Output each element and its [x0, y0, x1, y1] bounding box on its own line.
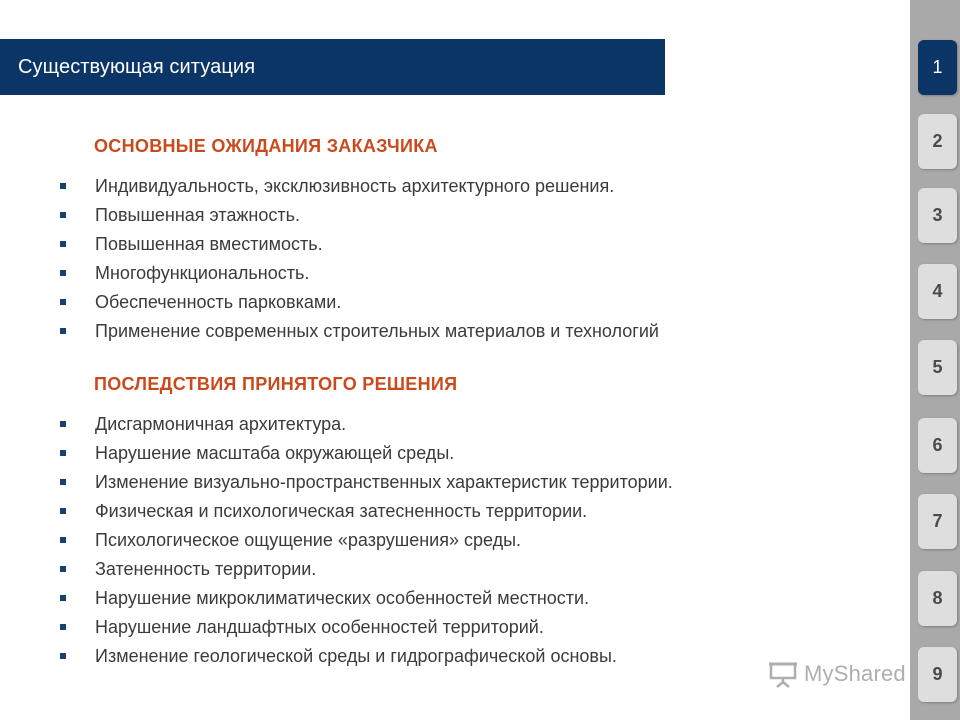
- list-item: [58, 555, 673, 584]
- list-item: [58, 642, 673, 671]
- nav-tab-9[interactable]: 9: [918, 647, 957, 702]
- nav-tab-2[interactable]: 2: [918, 114, 957, 169]
- bullet-icon: [60, 421, 66, 427]
- nav-tab-5[interactable]: 5: [918, 340, 957, 395]
- list-item-text: Изменение визуально-пространственных характеристик территории.: [95, 472, 673, 492]
- slide-title-bar: [0, 39, 665, 95]
- list-item: [58, 201, 659, 230]
- list-item-text: Изменение геологической среды и гидрографической основы.: [95, 646, 617, 666]
- list-item: [58, 410, 673, 439]
- list-item-text: Многофункциональность.: [95, 263, 310, 283]
- bullet-icon: [60, 183, 66, 189]
- list-item-text: Психологическое ощущение «разрушения» среды.: [95, 530, 522, 550]
- list-item-text: Физическая и психологическая затесненность территории.: [95, 501, 588, 521]
- list-item-text: Нарушение микроклиматических особенностей местности.: [95, 588, 590, 608]
- bullet-icon: [60, 450, 66, 456]
- list-item: [58, 584, 673, 613]
- presentation-board-icon: [768, 660, 798, 688]
- nav-tab-4[interactable]: 4: [918, 264, 957, 319]
- bullet-icon: [60, 212, 66, 218]
- list-item: [58, 172, 659, 201]
- list-item: [58, 288, 659, 317]
- list-item: [58, 230, 659, 259]
- bullet-icon: [60, 270, 66, 276]
- list-item-text: Применение современных строительных материалов и технологий: [95, 321, 659, 341]
- watermark: [768, 660, 906, 688]
- bullet-icon: [60, 595, 66, 601]
- list-item-text: Повышенная вместимость.: [95, 234, 323, 254]
- nav-tab-8[interactable]: 8: [918, 571, 957, 626]
- bullet-icon: [60, 328, 66, 334]
- nav-tab-6[interactable]: 6: [918, 418, 957, 473]
- bullet-icon: [60, 241, 66, 247]
- list-item: [58, 497, 673, 526]
- section-heading-expectations: ОСНОВНЫЕ ОЖИДАНИЯ ЗАКАЗЧИКА: [94, 136, 438, 156]
- expectations-list: [58, 172, 659, 346]
- bullet-icon: [60, 624, 66, 630]
- list-item: [58, 317, 659, 346]
- bullet-icon: [60, 537, 66, 543]
- list-item-text: Нарушение масштаба окружающей среды.: [95, 443, 455, 463]
- watermark-text: MyShared: [804, 661, 906, 686]
- list-item: [58, 468, 673, 497]
- list-item: [58, 259, 659, 288]
- list-item: [58, 439, 673, 468]
- nav-tab-7[interactable]: 7: [918, 494, 957, 549]
- slide-title: Существующая ситуация: [18, 55, 256, 78]
- list-item-text: Обеспеченность парковками.: [95, 292, 342, 312]
- nav-tab-1[interactable]: 1: [918, 40, 957, 95]
- list-item-text: Дисгармоничная архитектура.: [95, 414, 347, 434]
- list-item-text: Повышенная этажность.: [95, 205, 300, 225]
- bullet-icon: [60, 566, 66, 572]
- list-item-text: Индивидуальность, эксклюзивность архитектурного решения.: [95, 176, 615, 196]
- nav-tab-3[interactable]: 3: [918, 188, 957, 243]
- list-item: [58, 613, 673, 642]
- bullet-icon: [60, 508, 66, 514]
- section-heading-consequences: ПОСЛЕДСТВИЯ ПРИНЯТОГО РЕШЕНИЯ: [94, 374, 458, 394]
- list-item-text: Затененность территории.: [95, 559, 317, 579]
- bullet-icon: [60, 479, 66, 485]
- list-item: [58, 526, 673, 555]
- consequences-list: [58, 410, 673, 671]
- list-item-text: Нарушение ландшафтных особенностей территорий.: [95, 617, 544, 637]
- bullet-icon: [60, 299, 66, 305]
- bullet-icon: [60, 653, 66, 659]
